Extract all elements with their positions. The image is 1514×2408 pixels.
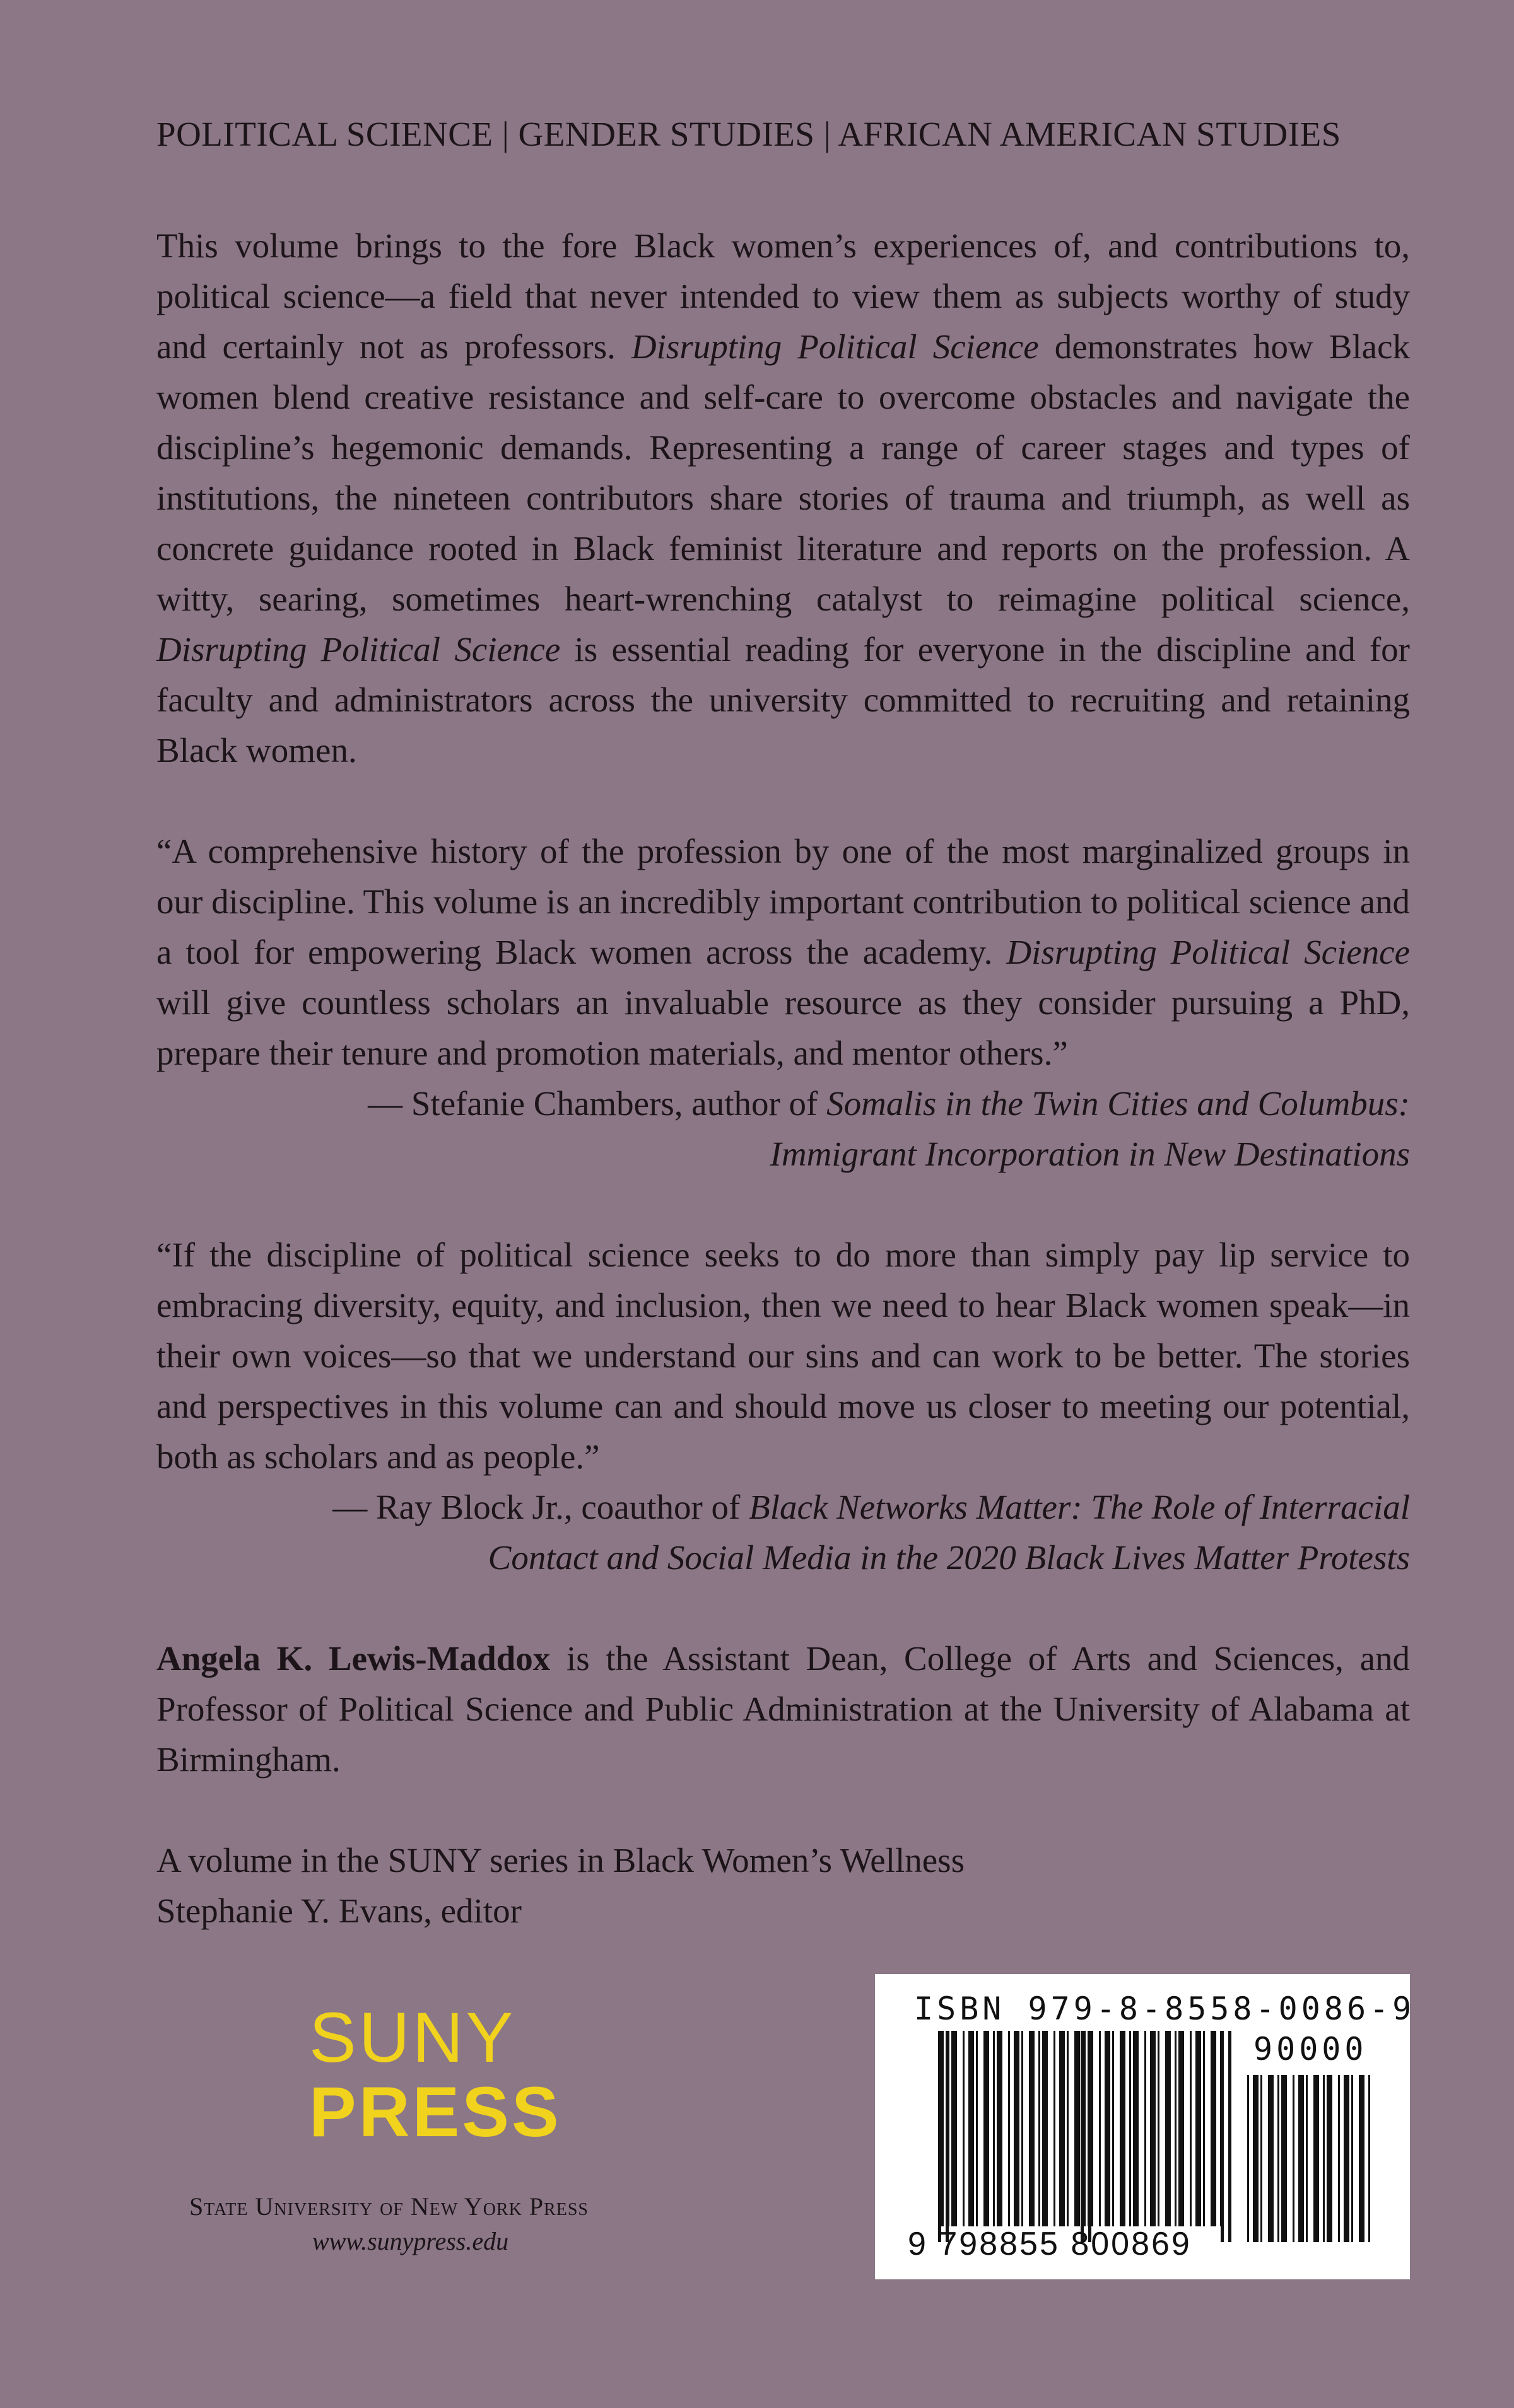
- publisher-name: State University of New York Press: [189, 2192, 589, 2221]
- description-text: This volume brings to the fore Black women’s experiences of, and contributions to, political science—a field that never intended to view them as subjects worthy of study and certainly not as professors.: [156, 226, 1410, 366]
- publisher-logo: [189, 1998, 669, 2256]
- logo-suny-text: SUNY: [309, 1998, 516, 2077]
- blurb-chambers-attribution: [156, 1078, 1410, 1179]
- description-text: is essential reading for everyone in the discipline and for faculty and administrators across the university committed to recruiting and retaining Black women.: [156, 630, 1410, 769]
- price-code: 90000: [1253, 2031, 1368, 2067]
- series-editor: Stephanie Y. Evans, editor: [156, 1891, 522, 1930]
- author-name: Angela K. Lewis-Maddox: [156, 1639, 551, 1678]
- publisher-url: www.sunypress.edu: [312, 2227, 509, 2255]
- blurb-block: “If the discipline of political science seeks to do more than simply pay lip service to embracing diversity, equity, and inclusion, then we need to hear Black women speak—in their own voices—so that we understand our sins and can work to be better. The stories and perspectives in this volume can and should move us closer to meeting our potential, both as scholars and as people.”: [156, 1236, 1410, 1476]
- blurb-text: “A comprehensive history of the profession by one of the most marginalized groups in our discipline. This volume is an incredibly important contribution to political science and a tool for empowering Black women across the academy.: [156, 832, 1410, 971]
- description-text: demonstrates how Black women blend creative resistance and self-care to overcome obstacles and navigate the discipline’s hegemonic demands. Representing a range of career stages and types of institutions, the nineteen contributors share stories of trauma and triumph, as well as concrete guidance rooted in Black feminist literature and reports on the profession. A witty, searing, sometimes heart-wrenching catalyst to reimagine political science,: [156, 327, 1410, 618]
- series-info: [156, 1835, 1410, 1936]
- book-title-italic: Disrupting Political Science: [1006, 933, 1411, 971]
- isbn-barcode: [875, 1974, 1416, 2279]
- cover-text: [156, 114, 1410, 1936]
- attribution-book-title: Somalis in the Twin Cities and Columbus:: [826, 1084, 1410, 1123]
- barcode-digits: 9 798855 800869: [908, 2226, 1192, 2262]
- book-title-italic: Disrupting Political Science: [631, 327, 1039, 366]
- author-bio-text: is the Assistant Dean, College of Arts and Sciences, and Professor of Political Science and Public Administration at the University of Alabama at Birmingham.: [156, 1639, 1410, 1779]
- author-bio: [156, 1634, 1410, 1785]
- attribution-text: — Ray Block Jr., coauthor of: [332, 1488, 749, 1526]
- book-description: [156, 221, 1410, 776]
- blurb-chambers: [156, 826, 1410, 1078]
- subject-categories: POLITICAL SCIENCE | GENDER STUDIES | AFRICAN AMERICAN STUDIES: [156, 115, 1341, 153]
- series-name: A volume in the SUNY series in Black Women’s Wellness: [156, 1841, 965, 1879]
- book-title-italic: Disrupting Political Science: [156, 630, 561, 669]
- logo-press-text: PRESS: [309, 2072, 561, 2151]
- attribution-book-title: Immigrant Incorporation in New Destinations: [770, 1135, 1410, 1173]
- blurb-text: will give countless scholars an invaluable resource as they consider pursuing a PhD, prepare their tenure and promotion materials, and mentor others.”: [156, 983, 1410, 1072]
- isbn-label: ISBN 979-8-8558-0086-9: [914, 1990, 1416, 2027]
- attribution-book-title: Black Networks Matter: The Role of Interracial: [749, 1488, 1410, 1526]
- blurb-block-attribution: [156, 1482, 1410, 1583]
- attribution-text: — Stefanie Chambers, author of: [368, 1084, 827, 1123]
- attribution-book-title: Contact and Social Media in the 2020 Black Lives Matter Protests: [488, 1538, 1410, 1577]
